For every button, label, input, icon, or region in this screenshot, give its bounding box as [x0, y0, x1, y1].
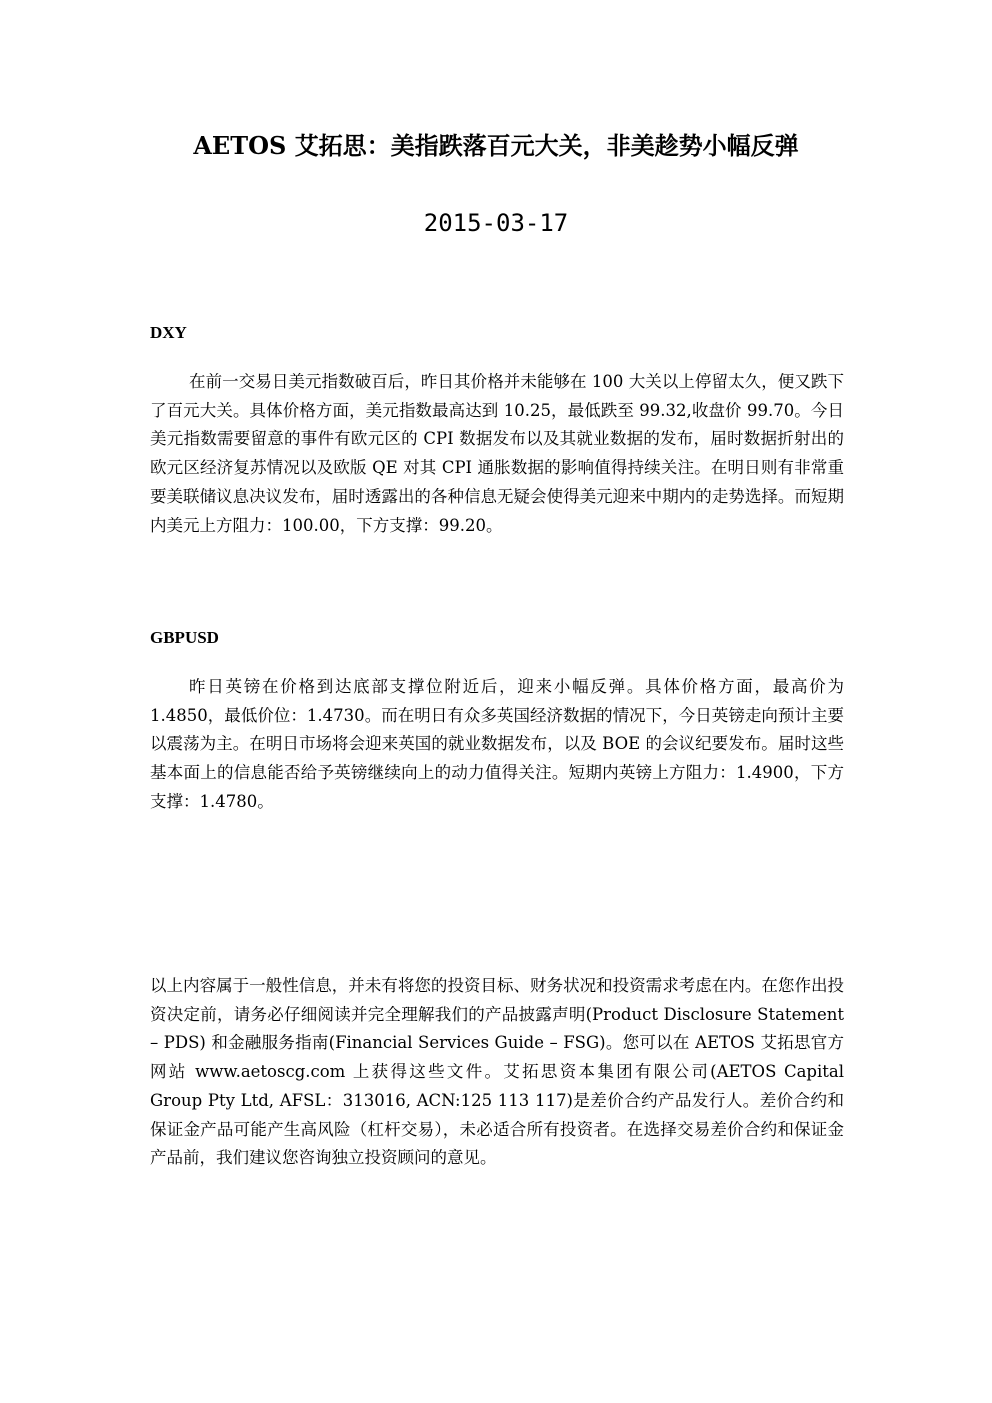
section-body-gbpusd: 昨日英镑在价格到达底部支撑位附近后，迎来小幅反弹。具体价格方面，最高价为 1.4850，最低价位：1.4730。而在明日有众多英国经济数据的情况下，今日英镑走向预计主要以震荡为主。在明日市场将会迎来英国的就业数据发布，以及 BOE 的会议纪要发布。届时这些基本面上的信息能否给予英镑继续向上的动力值得关注。短期内英镑上方阻力：1.4900，下方支撑：1.4780。 — [150, 677, 844, 811]
section-body-dxy: 在前一交易日美元指数破百后，昨日其价格并未能够在 100 大关以上停留太久，便又跌下了百元大关。具体价格方面，美元指数最高达到 10.25，最低跌至 99.32,收盘价 99.70。今日美元指数需要留意的事件有欧元区的 CPI 数据发布以及其就业数据的发布，届时数据折射出的欧元区经济复苏情况以及欧版 QE 对其 CPI 通胀数据的影响值得持续关注。在明日则有非常重要美联储议息决议发布，届时透露出的各种信息无疑会使得美元迎来中期内的走势选择。而短期内美元上方阻力：100.00，下方支撑：99.20。 — [150, 372, 844, 535]
section-heading-gbpusd: GBPUSD — [150, 628, 219, 647]
document-title: AETOS 艾拓思：美指跌落百元大关，非美趁势小幅反弹 — [193, 131, 799, 160]
section-heading-dxy: DXY — [150, 323, 187, 342]
document-date: 2015-03-17 — [423, 209, 569, 237]
disclaimer-paragraph: 以上内容属于一般性信息，并未有将您的投资目标、财务状况和投资需求考虑在内。在您作出投资决定前，请务必仔细阅读并完全理解我们的产品披露声明(Product Disclosure Statement – PDS) 和金融服务指南(Financial Services Guide – FSG)。您可以在 AETOS 艾拓思官方网站 www.aetoscg.com 上获得这些文件。艾拓思资本集团有限公司(AETOS Capital Group Pty Ltd, AFSL：313016, ACN:125 113 117)是差价合约产品发行人。差价合约和保证金产品可能产生高风险（杠杆交易），未必适合所有投资者。在选择交易差价合约和保证金产品前，我们建议您咨询独立投资顾问的意见。 — [150, 976, 844, 1168]
